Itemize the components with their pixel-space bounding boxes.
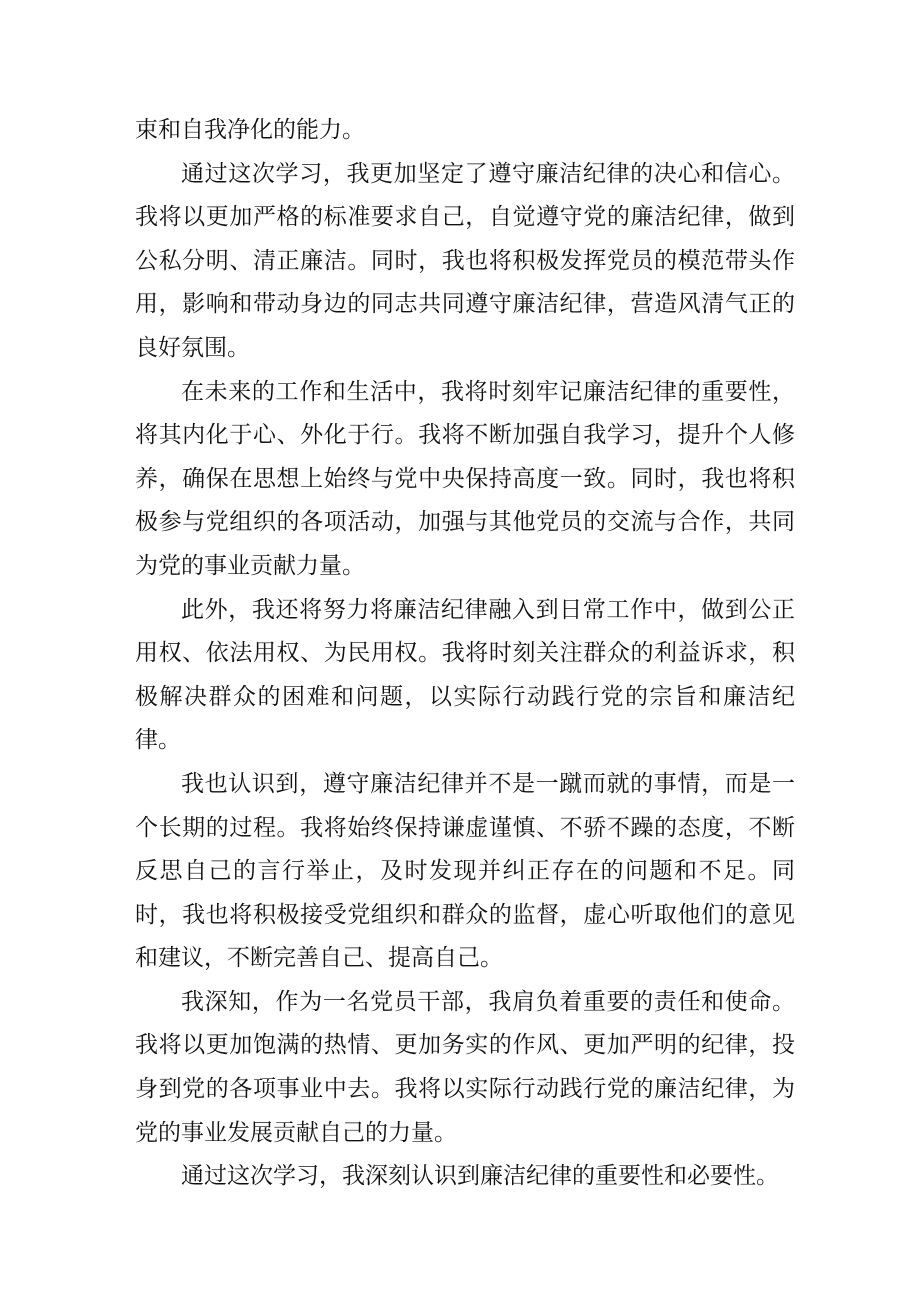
paragraph-continuation: 束和自我净化的能力。 — [135, 117, 365, 143]
paragraph: 此外，我还将努力将廉洁纪律融入到日常工作中，做到公正用权、依法用权、为民用权。我将时刻关注群众的利益诉求，积极解决群众的困难和问题，以实际行动践行党的宗旨和廉洁纪律。 — [135, 596, 795, 754]
paragraph: 在未来的工作和生活中，我将时刻牢记廉洁纪律的重要性，将其内化于心、外化于行。我将不断加强自我学习，提升个人修养，确保在思想上始终与党中央保持高度一致。同时，我也将积极参与党组织的各项活动，加强与其他党员的交流与合作，共同为党的事业贡献力量。 — [135, 378, 795, 579]
paragraph: 我也认识到，遵守廉洁纪律并不是一蹴而就的事情，而是一个长期的过程。我将始终保持谦虚谨慎、不骄不躁的态度，不断反思自己的言行举止，及时发现并纠正存在的问题和不足。同时，我也将积极接受党组织和群众的监督，虚心听取他们的意见和建议，不断完善自己、提高自己。 — [135, 770, 795, 972]
document-body — [135, 109, 795, 1199]
paragraph: 通过这次学习，我更加坚定了遵守廉洁纪律的决心和信心。我将以更加严格的标准要求自己，自觉遵守党的廉洁纪律，做到公私分明、清正廉洁。同时，我也将积极发挥党员的模范带头作用，影响和带动身边的同志共同遵守廉洁纪律，营造风清气正的良好氛围。 — [135, 160, 795, 361]
paragraph: 通过这次学习，我深刻认识到廉洁纪律的重要性和必要性。 — [181, 1163, 779, 1190]
paragraph: 我深知，作为一名党员干部，我肩负着重要的责任和使命。我将以更加饱满的热情、更加务实的作风、更加严明的纪律，投身到党的各项事业中去。我将以实际行动践行党的廉洁纪律，为党的事业发展贡献自己的力量。 — [135, 988, 795, 1146]
